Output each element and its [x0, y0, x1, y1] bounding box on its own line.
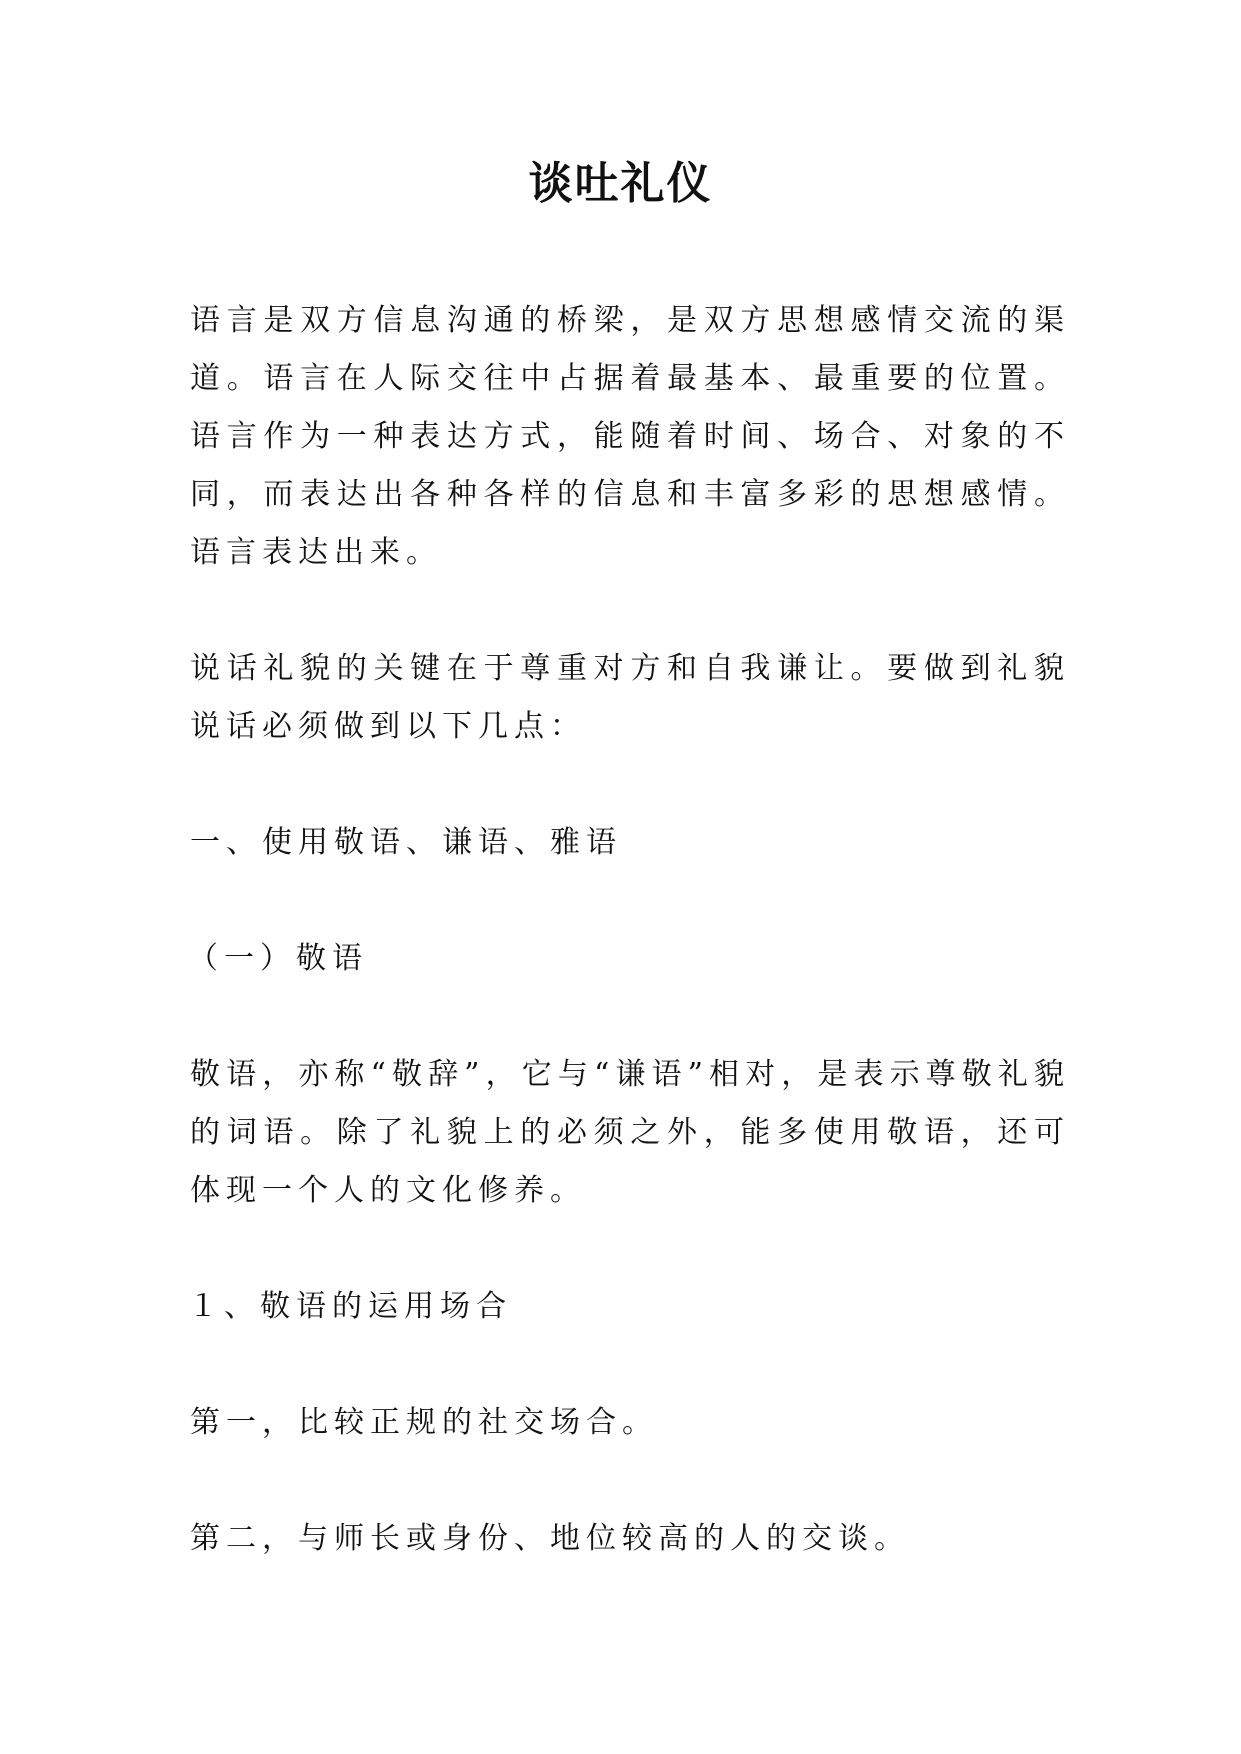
subsection-heading-honorifics: （一）敬语: [188, 941, 368, 976]
paragraph-occasion-1: 第一，比较正规的社交场合。: [190, 1405, 658, 1440]
document-body: [190, 292, 1070, 1626]
item-heading-usage-occasions: １、敬语的运用场合: [188, 1289, 512, 1324]
document-title: 谈吐礼仪: [528, 158, 713, 209]
paragraph-honorifics-definition: 敬语，亦称“敬辞”，它与“谦语”相对，是表示尊敬礼貌的词语。除了礼貌上的必须之外，能多使用敬语，还可体现一个人的文化修养。: [190, 1057, 1070, 1208]
paragraph-key-points: 说话礼貌的关键在于尊重对方和自我谦让。要做到礼貌说话必须做到以下几点：: [190, 651, 1070, 744]
paragraph-intro: 语言是双方信息沟通的桥梁，是双方思想感情交流的渠道。语言在人际交往中占据着最基本、最重要的位置。语言作为一种表达方式，能随着时间、场合、对象的不同，而表达出各种各样的信息和丰富多彩的思想感情。语言表达出来。: [190, 303, 1070, 570]
paragraph-occasion-2: 第二，与师长或身份、地位较高的人的交谈。: [190, 1521, 910, 1556]
section-heading-1: 一、使用敬语、谦语、雅语: [190, 825, 622, 860]
